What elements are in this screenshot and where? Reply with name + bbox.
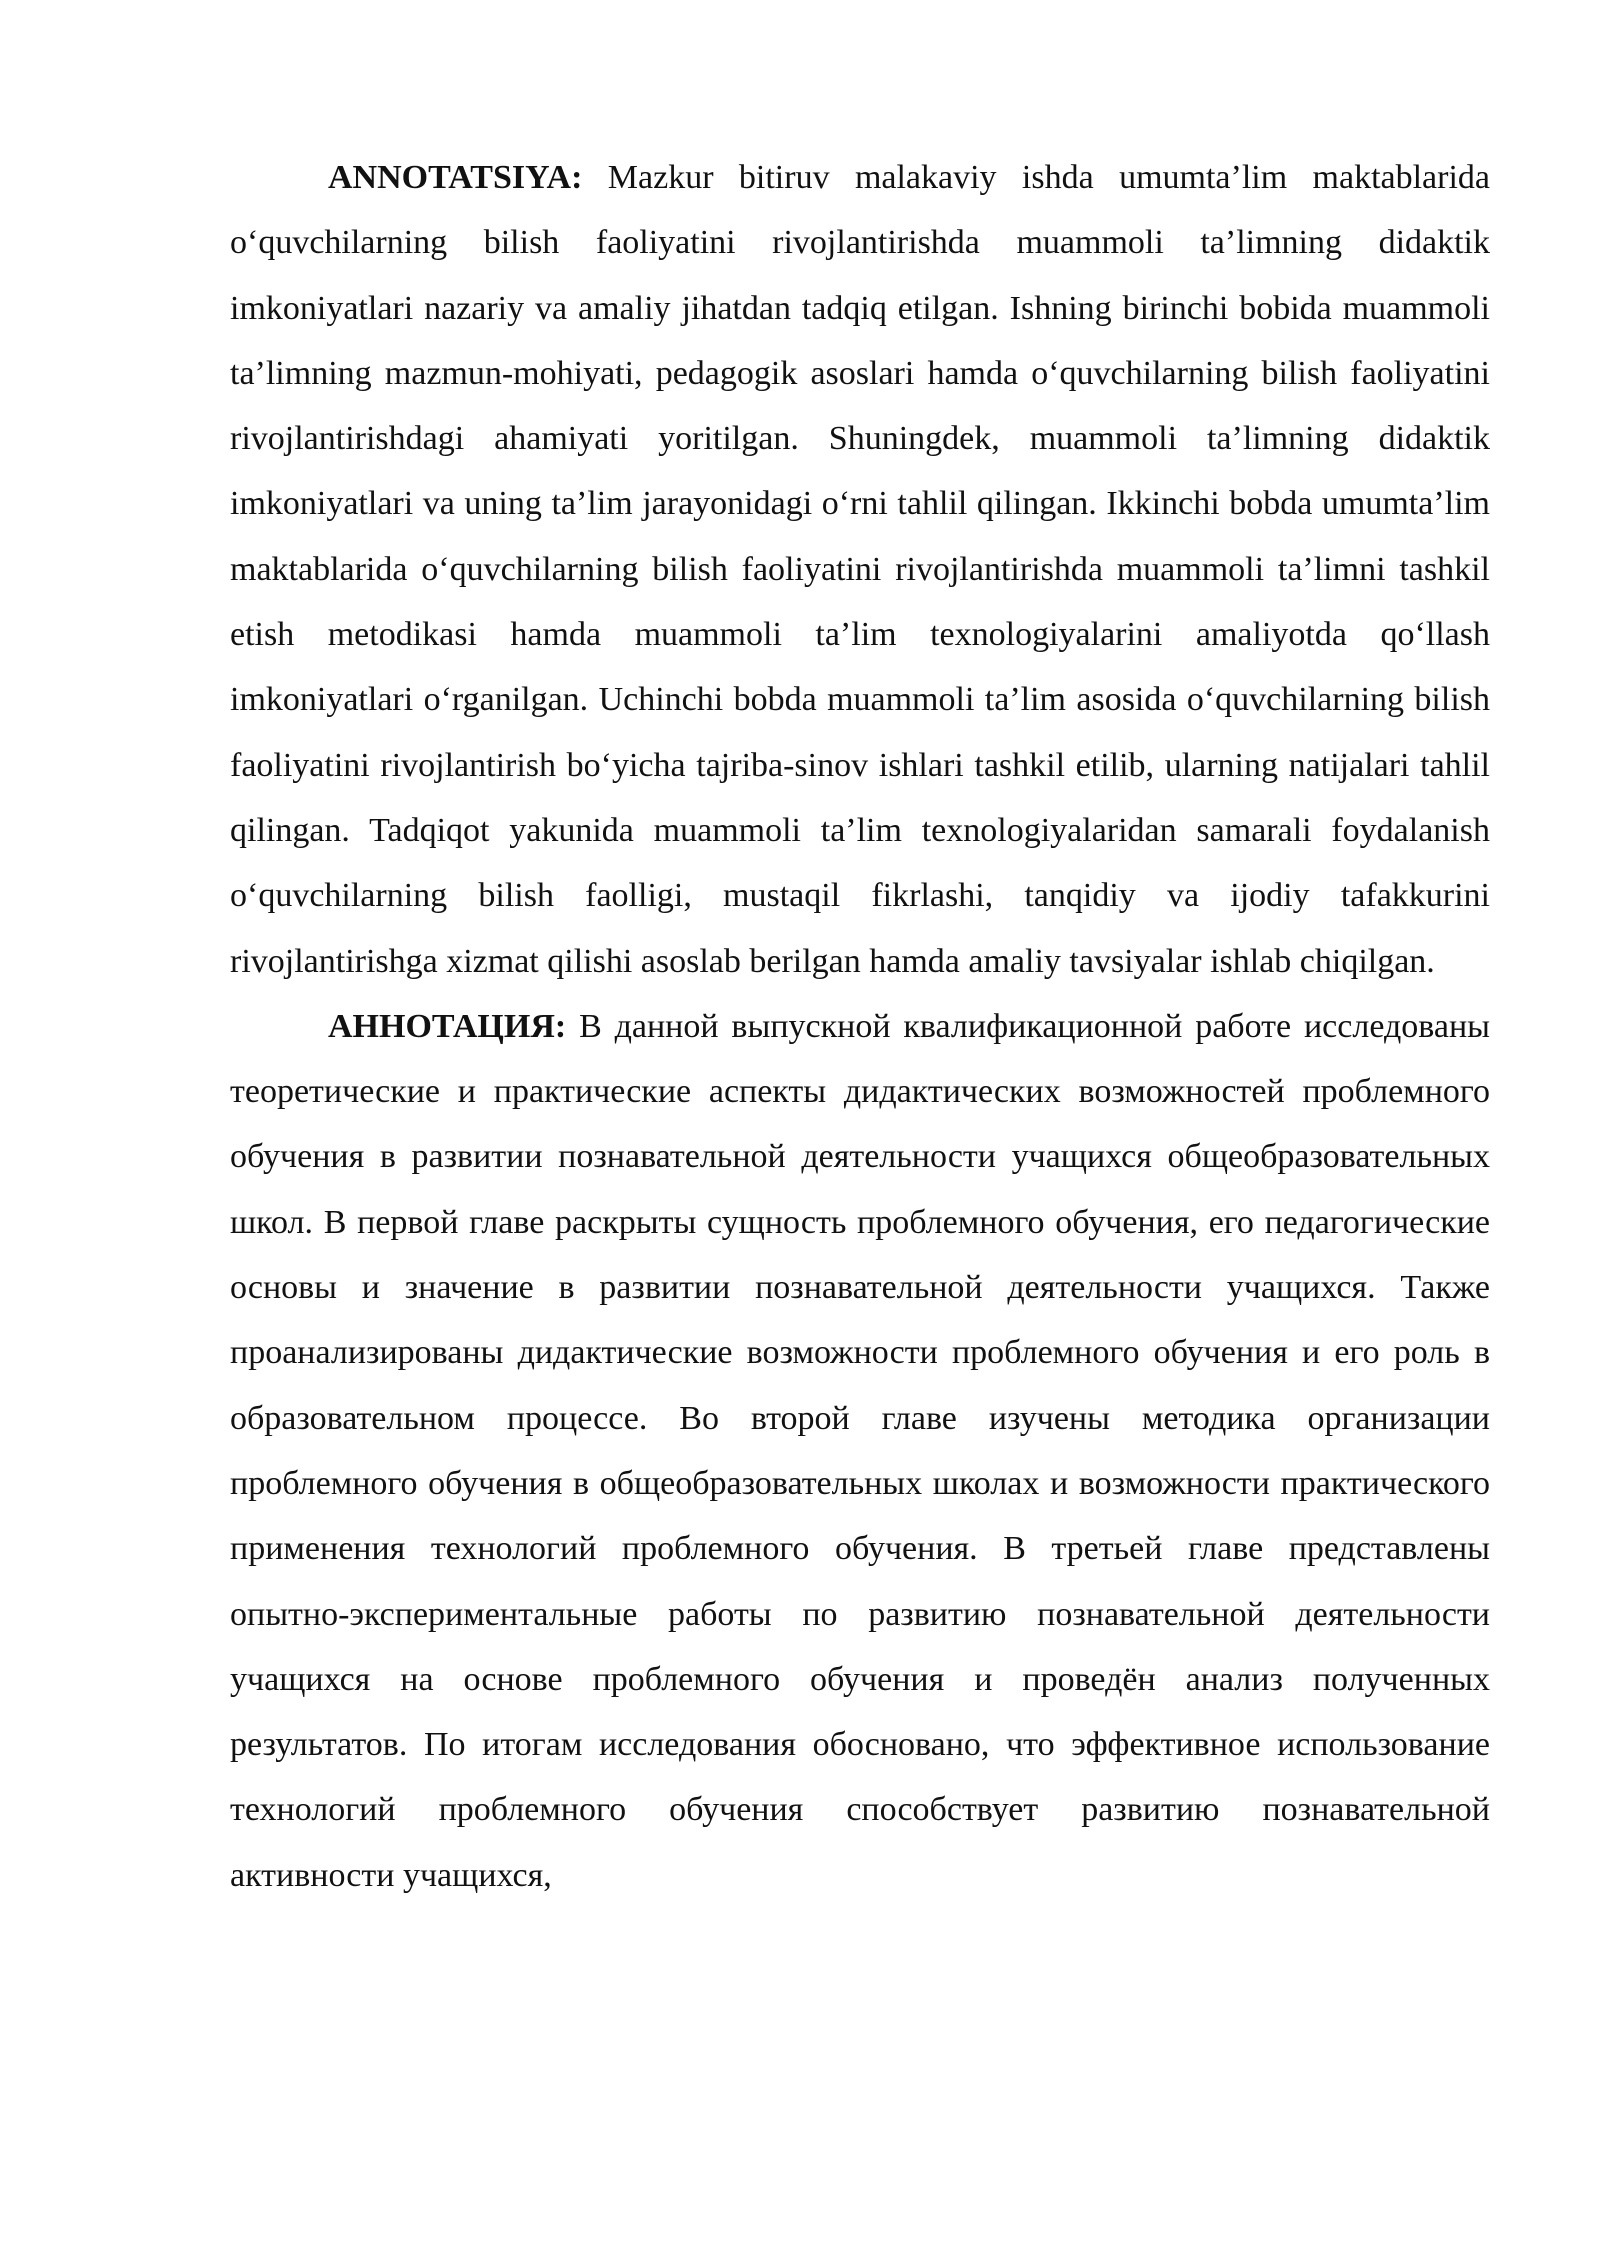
annotation-russian-body: В данной выпускной квалификационной работе исследованы теоретические и практические аспекты дидактических возможностей проблемного обучения в развитии познавательной деятельности учащихся общеобразовательных школ. В первой главе раскрыты сущность проблемного обучения, его педагогические основы и значение в развитии познавательной деятельности учащихся. Также проанализированы дидактические возможности проблемного обучения и его роль в образовательном процессе. Во второй главе изучены методика организации проблемного обучения в общеобразовательных школах и возможности практического применения технологий проблемного обучения. В третьей главе представлены опытно-экспериментальные работы по развитию познавательной деятельности учащихся на основе проблемного обучения и проведён анализ полученных результатов. По итогам исследования обосновано, что эффективное использование технологий проблемного обучения способствует развитию познавательной активности учащихся, [230,1007,1490,1894]
annotation-russian [230,994,1490,1908]
document-page [230,145,1490,1908]
annotation-uzbek-heading: ANNOTATSIYA: [328,159,583,196]
annotation-uzbek [230,145,1490,994]
annotation-uzbek-body: Mazkur bitiruv malakaviy ishda umumta’lim maktablarida o‘quvchilarning bilish faoliyatini rivojlantirishda muammoli ta’limning didaktik imkoniyatlari nazariy va amaliy jihatdan tadqiq etilgan. Ishning birinchi bobida muammoli ta’limning mazmun-mohiyati, pedagogik asoslari hamda o‘quvchilarning bilish faoliyatini rivojlantirishdagi ahamiyati yoritilgan. Shuningdek, muammoli ta’limning didaktik imkoniyatlari va uning ta’lim jarayonidagi o‘rni tahlil qilingan. Ikkinchi bobda umumta’lim maktablarida o‘quvchilarning bilish faoliyatini rivojlantirishda muammoli ta’limni tashkil etish metodikasi hamda muammoli ta’lim texnologiyalarini amaliyotda qo‘llash imkoniyatlari o‘rganilgan. Uchinchi bobda muammoli ta’lim asosida o‘quvchilarning bilish faoliyatini rivojlantirish bo‘yicha tajriba-sinov ishlari tashkil etilib, ularning natijalari tahlil qilingan. Tadqiqot yakunida muammoli ta’lim texnologiyalaridan samarali foydalanish o‘quvchilarning bilish faolligi, mustaqil fikrlashi, tanqidiy va ijodiy tafakkurini rivojlantirishga xizmat qilishi asoslab berilgan hamda amaliy tavsiyalar ishlab chiqilgan. [230,159,1490,980]
annotation-russian-heading: АННОТАЦИЯ: [328,1007,567,1045]
